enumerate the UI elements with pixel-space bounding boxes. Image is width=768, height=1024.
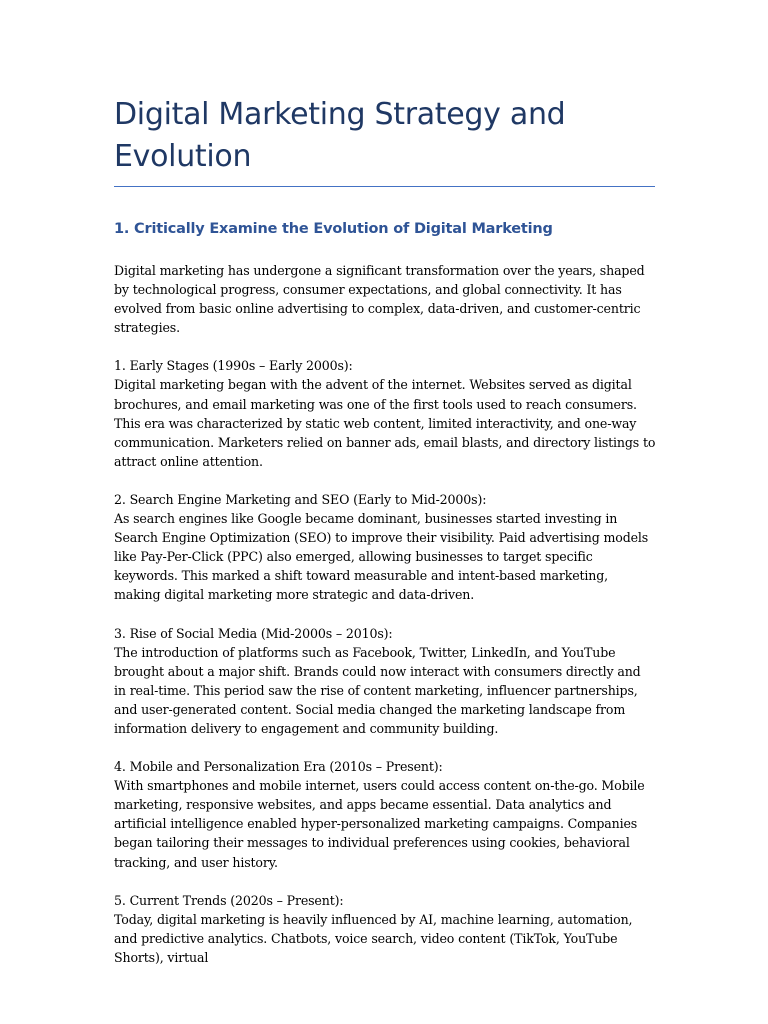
stage-heading: 4. Mobile and Personalization Era (2010s – Present): bbox=[114, 759, 443, 775]
stage-body: With smartphones and mobile internet, users could access content on-the-go. Mobile marketing, responsive websites, and apps became essential. Data analytics and artificial intelligence enabled hyper-personalized marketing campaigns. Companies began tailoring their messages to individual preferences using cookies, behavioral tracking, and user history. bbox=[114, 778, 645, 870]
stage-body: The introduction of platforms such as Facebook, Twitter, LinkedIn, and YouTube brought about a major shift. Brands could now interact with consumers directly and in real-time. This period saw the rise of content marketing, influencer partnerships, and user-generated content. Social media changed the marketing landscape from information delivery to engagement and community building. bbox=[114, 644, 641, 736]
stage-heading: 5. Current Trends (2020s – Present): bbox=[114, 892, 344, 908]
stage-block-3 bbox=[114, 624, 656, 739]
stage-block-4 bbox=[114, 757, 656, 872]
title-underline bbox=[114, 186, 655, 187]
stage-heading: 1. Early Stages (1990s – Early 2000s): bbox=[114, 358, 353, 374]
stage-block-1 bbox=[114, 356, 656, 471]
stage-block-5 bbox=[114, 891, 656, 967]
stage-heading: 3. Rise of Social Media (Mid-2000s – 2010s): bbox=[114, 625, 393, 641]
stage-body: Digital marketing began with the advent of the internet. Websites served as digital brochures, and email marketing was one of the first tools used to reach consumers. This era was characterized by static web content, limited interactivity, and one-way communication. Marketers relied on banner ads, email blasts, and directory listings to attract online attention. bbox=[114, 377, 656, 469]
document-page bbox=[114, 0, 656, 967]
document-title: Digital Marketing Strategy and Evolution bbox=[114, 97, 566, 174]
intro-paragraph: Digital marketing has undergone a significant transformation over the years, shaped by technological progress, consumer expectations, and global connectivity. It has evolved from basic online advertising to complex, data-driven, and customer-centric strategies. bbox=[114, 263, 645, 336]
stage-body: Today, digital marketing is heavily influenced by AI, machine learning, automation, and predictive analytics. Chatbots, voice search, video content (TikTok, YouTube Shorts), virtual bbox=[114, 911, 633, 965]
stage-body: As search engines like Google became dominant, businesses started investing in Search Engine Optimization (SEO) to improve their visibility. Paid advertising models like Pay-Per-Click (PPC) also emerged, allowing businesses to target specific keywords. This marked a shift toward measurable and intent-based marketing, making digital marketing more strategic and data-driven. bbox=[114, 511, 649, 603]
stage-heading: 2. Search Engine Marketing and SEO (Early to Mid-2000s): bbox=[114, 491, 487, 507]
section-heading: 1. Critically Examine the Evolution of Digital Marketing bbox=[114, 221, 553, 237]
stage-block-2 bbox=[114, 490, 656, 605]
